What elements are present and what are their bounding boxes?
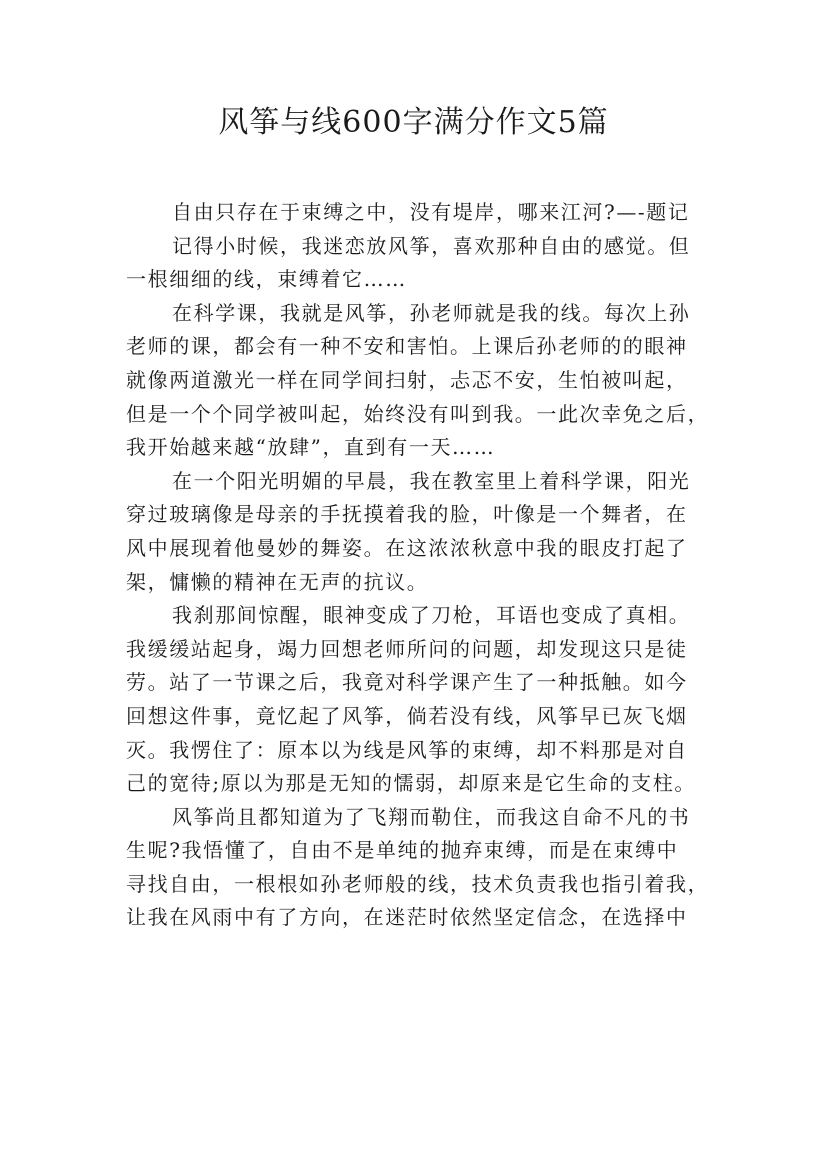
text-line: 架，慵懒的精神在无声的抗议。 <box>126 569 429 594</box>
text-line: 我开始越来越“放肆”，直到有一天…… <box>126 435 496 460</box>
document-title: 风筝与线600字满分作文5篇 <box>218 105 609 140</box>
text-line: 让我在风雨中有了方向，在迷茫时依然坚定信念，在选择中 <box>126 905 688 930</box>
text-line: 老师的课，都会有一种不安和害怕。上课后孙老师的的眼神 <box>126 334 688 359</box>
text-line: 但是一个个同学被叫起，始终没有叫到我。一此次幸免之后， <box>126 401 710 426</box>
text-line: 我缓缓站起身，竭力回想老师所问的问题，却发现这只是徒 <box>126 636 688 661</box>
text-line: 穿过玻璃像是母亲的手抚摸着我的脸，叶像是一个舞者，在 <box>126 502 688 527</box>
text-line: 劳。站了一节课之后，我竟对科学课产生了一种抵触。如今 <box>126 670 688 695</box>
text-line: 寻找自由，一根根如孙老师般的线，技术负责我也指引着我， <box>126 871 710 896</box>
text-line: 生呢?我悟懂了，自由不是单纯的抛弃束缚，而是在束缚中 <box>126 838 679 863</box>
text-line: 自由只存在于束缚之中，没有堤岸，哪来江河?—-题记 <box>172 200 690 224</box>
text-line: 在一个阳光明媚的早晨，我在教室里上着科学课，阳光 <box>172 468 691 493</box>
text-line: 记得小时候，我迷恋放风筝，喜欢那种自由的感觉。但 <box>172 233 691 258</box>
text-line: 就像两道激光一样在同学间扫射，忐忑不安，生怕被叫起， <box>126 367 688 392</box>
text-line: 回想这件事，竟忆起了风筝，倘若没有线，风筝早已灰飞烟 <box>126 703 688 728</box>
text-line: 己的宽待;原以为那是无知的懦弱，却原来是它生命的支柱。 <box>126 771 696 796</box>
text-line: 风筝尚且都知道为了飞翔而勒住，而我这自命不凡的书 <box>172 804 691 829</box>
text-line: 灭。我愣住了：原本以为线是风筝的束缚，却不料那是对自 <box>126 737 688 762</box>
text-line: 在科学课，我就是风筝，孙老师就是我的线。每次上孙 <box>172 300 691 325</box>
document-body <box>126 196 716 935</box>
text-line: 我刹那间惊醒，眼神变成了刀枪，耳语也变成了真相。 <box>172 603 691 628</box>
text-line: 风中展现着他曼妙的舞姿。在这浓浓秋意中我的眼皮打起了 <box>126 535 688 560</box>
text-line: 一根细细的线，束缚着它…… <box>126 267 407 292</box>
